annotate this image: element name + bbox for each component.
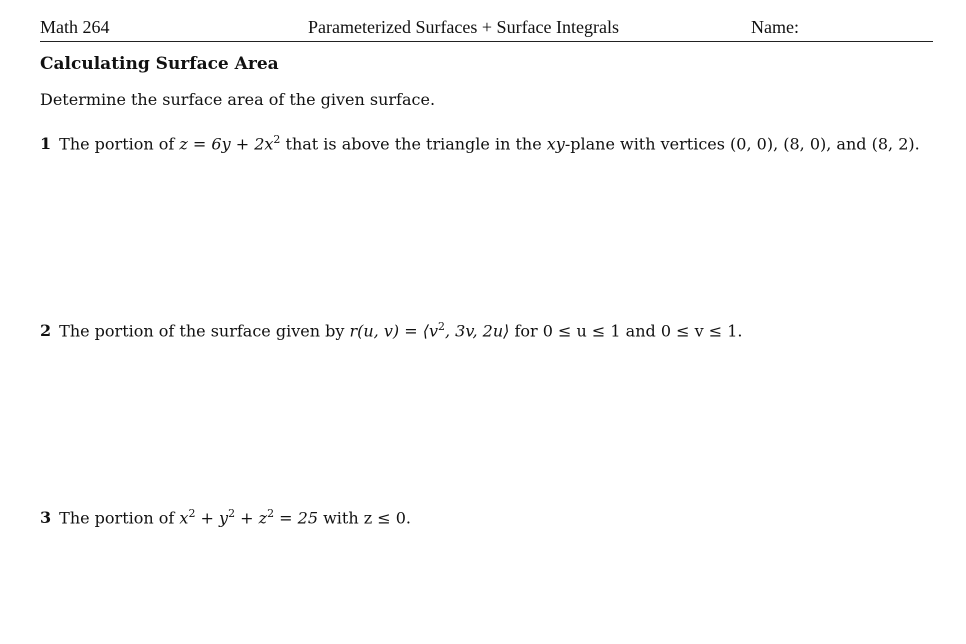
equation-term: + y — [195, 508, 229, 528]
worksheet-header — [40, 15, 933, 42]
problem-1 — [40, 133, 920, 153]
vector-function-rest: , 3v, 2u⟩ — [444, 321, 510, 341]
exponent: 2 — [188, 507, 196, 520]
problem-number: 2 — [40, 321, 52, 341]
instructions: Determine the surface area of the given surface. — [40, 90, 436, 109]
problem-text: with z ≤ 0. — [318, 508, 412, 528]
problem-text: The portion of — [59, 508, 180, 528]
problem-text: The portion of — [59, 134, 180, 154]
problem-number: 3 — [40, 508, 52, 528]
name-label: Name: — [751, 17, 799, 37]
exponent: 2 — [273, 133, 281, 146]
problem-text: for 0 ≤ u ≤ 1 and 0 ≤ v ≤ 1. — [509, 321, 743, 341]
problem-3 — [40, 507, 411, 527]
worksheet-title: Parameterized Surfaces + Surface Integrals — [308, 17, 620, 37]
vector-function: r(u, v) = ⟨v — [349, 321, 438, 341]
problem-number: 1 — [40, 134, 52, 154]
exponent: 2 — [437, 320, 445, 333]
equation: z = 6y + 2x — [179, 134, 274, 154]
course-label: Math 264 — [40, 17, 110, 37]
problem-2 — [40, 320, 742, 340]
exponent: 2 — [267, 507, 275, 520]
plane-variable: xy — [546, 134, 565, 154]
section-title: Calculating Surface Area — [40, 54, 279, 74]
equation-term: x — [179, 508, 189, 528]
equation-term: = 25 — [274, 508, 319, 528]
problem-text: The portion of the surface given by — [59, 321, 350, 341]
problem-text: -plane with vertices (0, 0), (8, 0), and (8, 2). — [564, 134, 920, 154]
problem-text: that is above the triangle in the — [280, 134, 547, 154]
exponent: 2 — [228, 507, 236, 520]
equation-term: + z — [235, 508, 268, 528]
